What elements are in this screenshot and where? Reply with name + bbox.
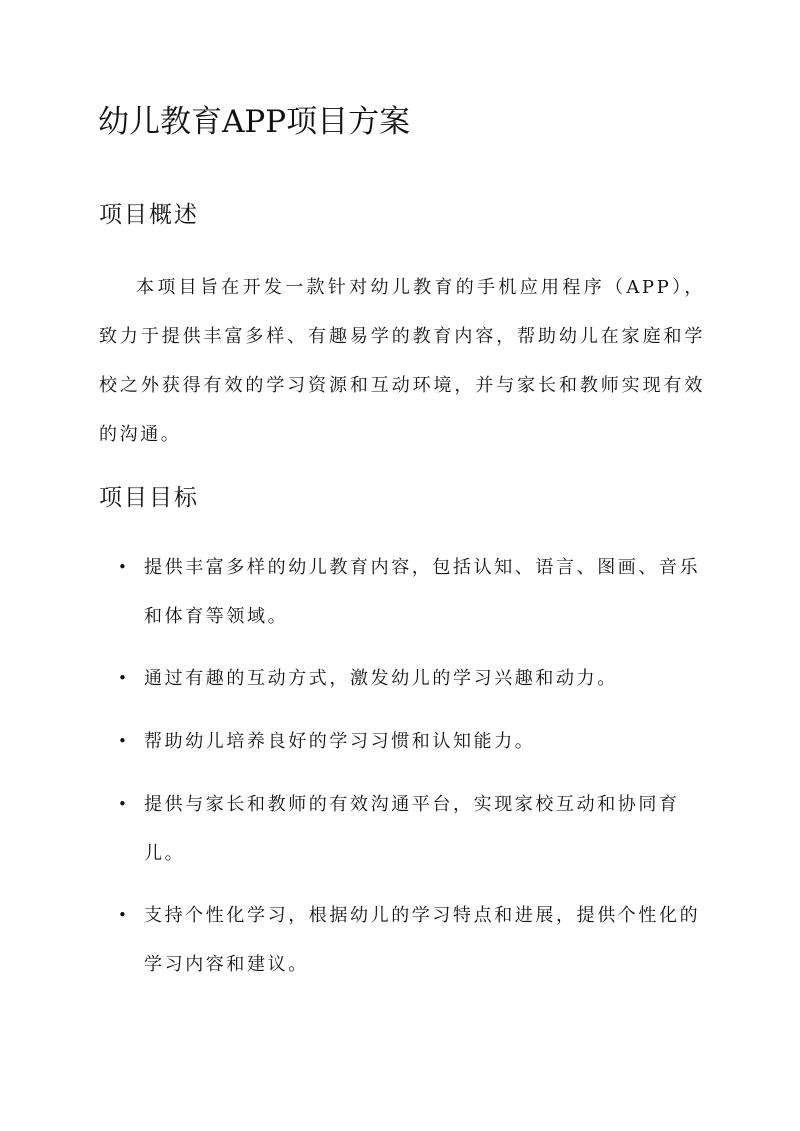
goal-text: 帮助幼儿培养良好的学习习惯和认知能力。: [144, 731, 536, 752]
bullet-icon: •: [118, 732, 130, 750]
overview-paragraph: 本项目旨在开发一款针对幼儿教育的手机应用程序（APP），致力于提供丰富多样、有趣易学的教育内容，帮助幼儿在家庭和学校之外获得有效的学习资源和互动环境，并与家长和教师实现有效的沟通。: [99, 277, 705, 445]
bullet-icon: •: [118, 906, 130, 924]
bullet-icon: •: [118, 795, 130, 813]
document-title: 幼儿教育APP项目方案: [98, 104, 411, 140]
list-item: [118, 543, 708, 641]
list-item: [118, 780, 708, 878]
goal-text: 提供丰富多样的幼儿教育内容，包括认知、语言、图画、音乐和体育等领域。: [144, 557, 701, 627]
bullet-icon: •: [118, 558, 130, 576]
goal-text: 提供与家长和教师的有效沟通平台，实现家校互动和协同育儿。: [144, 794, 680, 864]
goal-text: 支持个性化学习，根据幼儿的学习特点和进展，提供个性化的学习内容和建议。: [144, 905, 701, 975]
list-item: [118, 891, 708, 989]
section-heading-overview: 项目概述: [99, 202, 199, 228]
goal-text: 通过有趣的互动方式，激发幼儿的学习兴趣和动力。: [144, 668, 618, 689]
bullet-icon: •: [118, 669, 130, 687]
list-item: [118, 654, 708, 703]
section-heading-goals: 项目目标: [99, 485, 199, 511]
list-item: [118, 717, 708, 766]
